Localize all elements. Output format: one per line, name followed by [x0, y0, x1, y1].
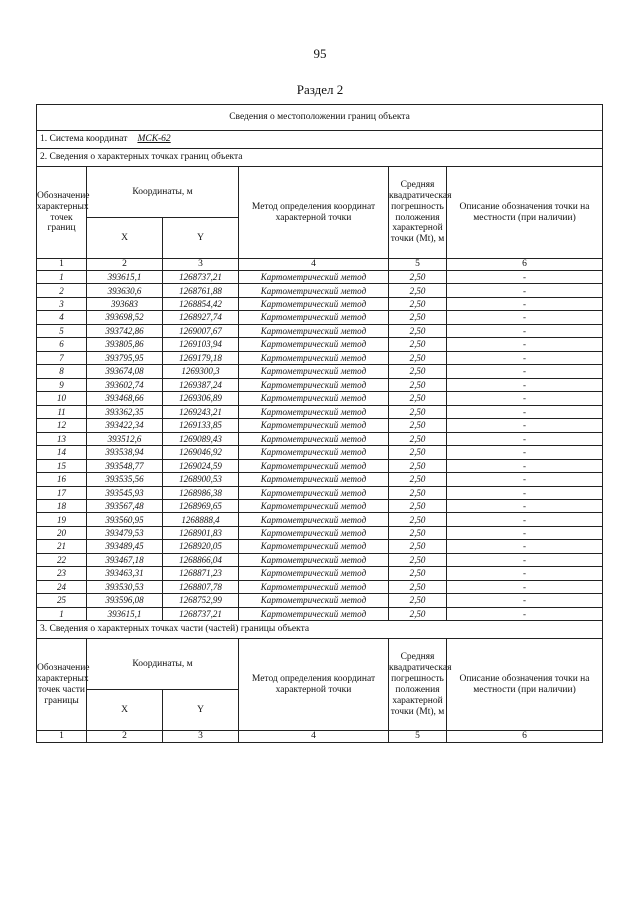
point-number: 6	[37, 338, 87, 351]
point-number: 22	[37, 553, 87, 566]
coord-y: 1268900,53	[163, 473, 239, 486]
description: -	[447, 567, 603, 580]
header-coordinates-part: Координаты, м	[87, 639, 239, 690]
header-point-name-part: Обозначение характерных точек части границы	[37, 639, 87, 731]
description: -	[447, 594, 603, 607]
header-method: Метод определения координат характерной точки	[239, 167, 389, 259]
point-number: 23	[37, 567, 87, 580]
table-row	[37, 446, 603, 459]
column-numbers-row	[37, 259, 603, 271]
point-number: 5	[37, 324, 87, 337]
part3-title: 3. Сведения о характерных точках части (частей) границы объекта	[37, 621, 603, 639]
method: Картометрический метод	[239, 365, 389, 378]
point-number: 8	[37, 365, 87, 378]
coord-y: 1269024,59	[163, 459, 239, 472]
page-number: 95	[313, 46, 327, 61]
method: Картометрический метод	[239, 473, 389, 486]
description: -	[447, 284, 603, 297]
column-number: 2	[87, 731, 163, 743]
description: -	[447, 459, 603, 472]
coord-y: 1269089,43	[163, 432, 239, 445]
coord-x: 393535,56	[87, 473, 163, 486]
coord-y: 1268737,21	[163, 271, 239, 284]
coord-y: 1269243,21	[163, 405, 239, 418]
point-number: 2	[37, 284, 87, 297]
description: -	[447, 392, 603, 405]
coord-x: 393479,53	[87, 526, 163, 539]
coord-x: 393596,08	[87, 594, 163, 607]
description: -	[447, 473, 603, 486]
point-number: 13	[37, 432, 87, 445]
accuracy: 2,50	[389, 351, 447, 364]
coord-x: 393467,18	[87, 553, 163, 566]
description: -	[447, 526, 603, 539]
accuracy: 2,50	[389, 540, 447, 553]
description: -	[447, 324, 603, 337]
section-title: Раздел 2	[296, 82, 344, 97]
header-method-part: Метод определения координат характерной точки	[239, 639, 389, 731]
coord-x: 393463,31	[87, 567, 163, 580]
coord-y: 1269046,92	[163, 446, 239, 459]
coord-x: 393538,94	[87, 446, 163, 459]
method: Картометрический метод	[239, 459, 389, 472]
coord-x: 393615,1	[87, 271, 163, 284]
table-row	[37, 594, 603, 607]
accuracy: 2,50	[389, 499, 447, 512]
coord-y: 1268752,99	[163, 594, 239, 607]
column-number: 5	[389, 731, 447, 743]
point-number: 15	[37, 459, 87, 472]
coord-x: 393795,95	[87, 351, 163, 364]
column-number: 6	[447, 259, 603, 271]
point-number: 9	[37, 378, 87, 391]
coord-y: 1268866,04	[163, 553, 239, 566]
coord-y: 1268986,38	[163, 486, 239, 499]
method: Картометрический метод	[239, 297, 389, 310]
coord-x: 393545,93	[87, 486, 163, 499]
header-accuracy: Средняя квадратическая погрешность положения характерной точки (Mt), м	[389, 167, 447, 259]
point-number: 1	[37, 607, 87, 620]
accuracy: 2,50	[389, 607, 447, 620]
accuracy: 2,50	[389, 365, 447, 378]
table-row	[37, 365, 603, 378]
method: Картометрический метод	[239, 392, 389, 405]
description: -	[447, 580, 603, 593]
accuracy: 2,50	[389, 392, 447, 405]
accuracy: 2,50	[389, 284, 447, 297]
column-number: 3	[163, 731, 239, 743]
description: -	[447, 446, 603, 459]
accuracy: 2,50	[389, 473, 447, 486]
description: -	[447, 513, 603, 526]
header-coordinates: Координаты, м	[87, 167, 239, 218]
description: -	[447, 405, 603, 418]
description: -	[447, 351, 603, 364]
coord-x: 393683	[87, 297, 163, 310]
table-row	[37, 473, 603, 486]
column-number: 4	[239, 731, 389, 743]
table-row	[37, 499, 603, 512]
table-row	[37, 459, 603, 472]
table-row	[37, 392, 603, 405]
accuracy: 2,50	[389, 553, 447, 566]
accuracy: 2,50	[389, 297, 447, 310]
column-number: 1	[37, 259, 87, 271]
description: -	[447, 311, 603, 324]
coord-x: 393630,6	[87, 284, 163, 297]
table-row	[37, 271, 603, 284]
point-number: 18	[37, 499, 87, 512]
table-row	[37, 432, 603, 445]
accuracy: 2,50	[389, 513, 447, 526]
coord-x: 393548,77	[87, 459, 163, 472]
accuracy: 2,50	[389, 594, 447, 607]
coord-y: 1268871,23	[163, 567, 239, 580]
coord-x: 393362,35	[87, 405, 163, 418]
point-number: 1	[37, 271, 87, 284]
description: -	[447, 607, 603, 620]
table-row	[37, 580, 603, 593]
coord-x: 393742,86	[87, 324, 163, 337]
description: -	[447, 297, 603, 310]
accuracy: 2,50	[389, 459, 447, 472]
coord-y: 1268737,21	[163, 607, 239, 620]
description: -	[447, 271, 603, 284]
description: -	[447, 553, 603, 566]
method: Картометрический метод	[239, 419, 389, 432]
coord-x: 393512,6	[87, 432, 163, 445]
coord-x: 393615,1	[87, 607, 163, 620]
method: Картометрический метод	[239, 499, 389, 512]
method: Картометрический метод	[239, 284, 389, 297]
description: -	[447, 365, 603, 378]
point-number: 11	[37, 405, 87, 418]
accuracy: 2,50	[389, 378, 447, 391]
method: Картометрический метод	[239, 607, 389, 620]
description: -	[447, 499, 603, 512]
description: -	[447, 338, 603, 351]
coord-x: 393602,74	[87, 378, 163, 391]
coord-x: 393560,95	[87, 513, 163, 526]
header-y-part: Y	[163, 690, 239, 731]
method: Картометрический метод	[239, 567, 389, 580]
coord-y: 1269007,67	[163, 324, 239, 337]
table-row	[37, 297, 603, 310]
header-point-name: Обозначение характерных точек границ	[37, 167, 87, 259]
accuracy: 2,50	[389, 446, 447, 459]
coord-x: 393674,08	[87, 365, 163, 378]
coord-system-row	[37, 131, 603, 149]
column-number: 3	[163, 259, 239, 271]
accuracy: 2,50	[389, 324, 447, 337]
table-row	[37, 486, 603, 499]
coord-y: 1269103,94	[163, 338, 239, 351]
accuracy: 2,50	[389, 486, 447, 499]
header-accuracy-part: Средняя квадратическая погрешность положения характерной точки (Mt), м	[389, 639, 447, 731]
method: Картометрический метод	[239, 540, 389, 553]
accuracy: 2,50	[389, 311, 447, 324]
method: Картометрический метод	[239, 351, 389, 364]
method: Картометрический метод	[239, 446, 389, 459]
coord-x: 393530,53	[87, 580, 163, 593]
coord-y: 1268854,42	[163, 297, 239, 310]
coord-y: 1268969,65	[163, 499, 239, 512]
accuracy: 2,50	[389, 567, 447, 580]
coord-y: 1268920,05	[163, 540, 239, 553]
method: Картометрический метод	[239, 324, 389, 337]
part2-title: 2. Сведения о характерных точках границ объекта	[37, 149, 603, 167]
point-number: 25	[37, 594, 87, 607]
coord-y: 1269300,3	[163, 365, 239, 378]
coord-x: 393468,66	[87, 392, 163, 405]
coord-y: 1268927,74	[163, 311, 239, 324]
coord-x: 393805,86	[87, 338, 163, 351]
table-row	[37, 513, 603, 526]
header-x-part: X	[87, 690, 163, 731]
method: Картометрический метод	[239, 513, 389, 526]
method: Картометрический метод	[239, 580, 389, 593]
header-y: Y	[163, 218, 239, 259]
method: Картометрический метод	[239, 311, 389, 324]
accuracy: 2,50	[389, 419, 447, 432]
accuracy: 2,50	[389, 338, 447, 351]
coord-x: 393489,45	[87, 540, 163, 553]
method: Картометрический метод	[239, 432, 389, 445]
table-row	[37, 324, 603, 337]
method: Картометрический метод	[239, 378, 389, 391]
table-row	[37, 526, 603, 539]
table-row	[37, 540, 603, 553]
coord-y: 1269387,24	[163, 378, 239, 391]
accuracy: 2,50	[389, 432, 447, 445]
coord-system-value: МСК-62	[137, 134, 171, 145]
table-row	[37, 607, 603, 620]
description: -	[447, 432, 603, 445]
point-number: 16	[37, 473, 87, 486]
accuracy: 2,50	[389, 405, 447, 418]
description: -	[447, 486, 603, 499]
coord-y: 1269179,18	[163, 351, 239, 364]
coord-y: 1268901,83	[163, 526, 239, 539]
method: Картометрический метод	[239, 486, 389, 499]
method: Картометрический метод	[239, 405, 389, 418]
header-x: X	[87, 218, 163, 259]
column-number: 6	[447, 731, 603, 743]
point-number: 24	[37, 580, 87, 593]
table-row	[37, 351, 603, 364]
point-number: 20	[37, 526, 87, 539]
point-number: 14	[37, 446, 87, 459]
point-number: 19	[37, 513, 87, 526]
table-row	[37, 378, 603, 391]
method: Картометрический метод	[239, 526, 389, 539]
column-number: 1	[37, 731, 87, 743]
point-number: 21	[37, 540, 87, 553]
description: -	[447, 419, 603, 432]
coord-y: 1268761,88	[163, 284, 239, 297]
accuracy: 2,50	[389, 580, 447, 593]
coord-y: 1268807,78	[163, 580, 239, 593]
coord-system-label: 1. Система координат	[40, 134, 128, 145]
method: Картометрический метод	[239, 594, 389, 607]
point-number: 17	[37, 486, 87, 499]
table-row	[37, 405, 603, 418]
table-title: Сведения о местоположении границ объекта	[37, 105, 603, 131]
description: -	[447, 378, 603, 391]
point-number: 7	[37, 351, 87, 364]
coord-x: 393698,52	[87, 311, 163, 324]
accuracy: 2,50	[389, 526, 447, 539]
method: Картометрический метод	[239, 271, 389, 284]
column-number: 5	[389, 259, 447, 271]
coord-y: 1269306,89	[163, 392, 239, 405]
table-row	[37, 419, 603, 432]
accuracy: 2,50	[389, 271, 447, 284]
coord-x: 393567,48	[87, 499, 163, 512]
point-number: 4	[37, 311, 87, 324]
column-numbers-row-part	[37, 731, 603, 743]
coord-y: 1268888,4	[163, 513, 239, 526]
coord-y: 1269133,85	[163, 419, 239, 432]
table-row	[37, 338, 603, 351]
table-row	[37, 284, 603, 297]
method: Картометрический метод	[239, 338, 389, 351]
table-row	[37, 553, 603, 566]
boundary-table	[36, 104, 603, 743]
method: Картометрический метод	[239, 553, 389, 566]
header-description: Описание обозначения точки на местности (при наличии)	[447, 167, 603, 259]
header-description-part: Описание обозначения точки на местности (при наличии)	[447, 639, 603, 731]
point-number: 12	[37, 419, 87, 432]
table-row	[37, 567, 603, 580]
coord-x: 393422,34	[87, 419, 163, 432]
description: -	[447, 540, 603, 553]
table-row	[37, 311, 603, 324]
column-number: 4	[239, 259, 389, 271]
point-number: 3	[37, 297, 87, 310]
point-number: 10	[37, 392, 87, 405]
column-number: 2	[87, 259, 163, 271]
